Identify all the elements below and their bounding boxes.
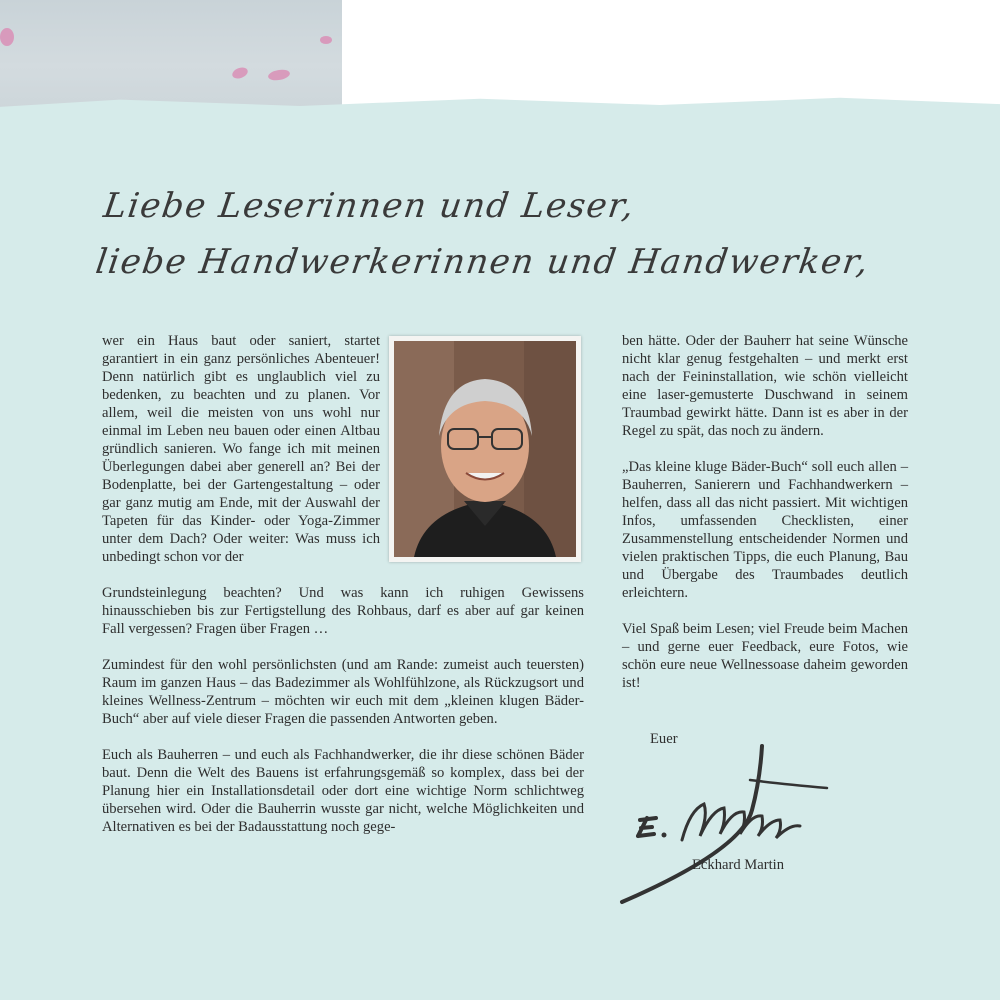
right-column — [622, 332, 908, 710]
header-photo — [0, 0, 342, 110]
salutation-line-1: Liebe Leserinnen und Leser, — [101, 186, 638, 226]
petal-decoration — [231, 66, 249, 81]
paragraph-audience: Euch als Bauherren – und euch als Fachhandwerker, die ihr diese schönen Bäder baut. Denn die Welt des Bauens ist erfahrungsgemäß so komplex, dass bei der Planung hier ein Installationsdetail oder dort eine wichtige Norm schlichtweg übersehen wird. Oder die Bauherrin wusste gar nicht, welche Möglichkeiten und Alternativen es bei der Badausstattung noch gege- — [102, 747, 584, 835]
closing-greeting: Euer — [650, 731, 678, 747]
paragraph-book-purpose: „Das kleine kluge Bäder-Buch“ soll euch allen – Bauherren, Sanierern und Fachhandwerkern – helfen, dass all das nicht passiert. Mit wichtigen Infos, umfassenden Checklisten, einer Zusammenstellung entscheidender Normen und vielen praktischen Tipps, die euch Planung, Bau und Übergabe des Traumbades deutlich erleichtern. — [622, 459, 908, 601]
petal-decoration — [267, 68, 290, 82]
letter-salutation — [92, 178, 988, 290]
petal-decoration — [0, 28, 14, 46]
author-portrait — [389, 336, 581, 562]
paragraph-continuation: ben hätte. Oder der Bauherr hat seine Wünsche nicht klar genug festgehalten – und merkt erst nach der Feininstallation, wie schön vielleicht eine laser-gemusterte Duschwand in seinem Traumbad gewirkt hätte. Dann ist es aber in der Regel zu spät, das noch zu ändern. — [622, 333, 908, 439]
signature-image — [612, 740, 842, 910]
paragraph-closing: Viel Spaß beim Lesen; viel Freude beim Machen – und gerne euer Feedback, eure Fotos, wie schön eure neue Wellnessoase daheim geworden ist! — [622, 621, 908, 691]
left-column-top — [102, 332, 380, 584]
paragraph-intro: wer ein Haus baut oder saniert, startet garantiert in ein ganz persönliches Abenteuer! Denn natürlich gibt es unglaublich viel zu bedenken, zu beachten und zu planen. Vor allem, weil die meisten von uns wohl nur einmal im Leben neu bauen oder einen Altbau gründlich sanieren. Wo fange ich mit meinen Überlegungen dabei aber generell an? Bei der Bodenplatte, bei der Gartengestaltung – oder gar ganz mutig am Ende, mit der Auswahl der Tapeten für das Kinder- oder Yoga-Zimmer unter dem Dach? Oder weiter: Was muss ich unbedingt schon vor der — [102, 333, 380, 565]
left-column-bottom — [102, 584, 584, 854]
petal-decoration — [320, 36, 332, 44]
paragraph-bathroom: Zumindest für den wohl persönlichsten (und am Rande: zumeist auch teuersten) Raum im ganzen Haus – das Badezimmer als Wohlfühlzone, als Rückzugsort und kleines Wellness-Zentrum – möchten wir euch mit dem „kleinen klugen Bäder-Buch“ aber auf viele dieser Fragen die passenden Antworten geben. — [102, 657, 584, 727]
signer-name: Eckhard Martin — [692, 857, 784, 873]
salutation-line-2: liebe Handwerkerinnen und Handwerker, — [93, 242, 872, 282]
portrait-image — [394, 341, 576, 557]
paragraph-intro-continued: Grundsteinlegung beachten? Und was kann ich ruhigen Gewissens hinausschieben bis zur Fertigstellung des Rohbaus, darf es aber auf gar keinen Fall vergessen? Fragen über Fragen … — [102, 585, 584, 637]
